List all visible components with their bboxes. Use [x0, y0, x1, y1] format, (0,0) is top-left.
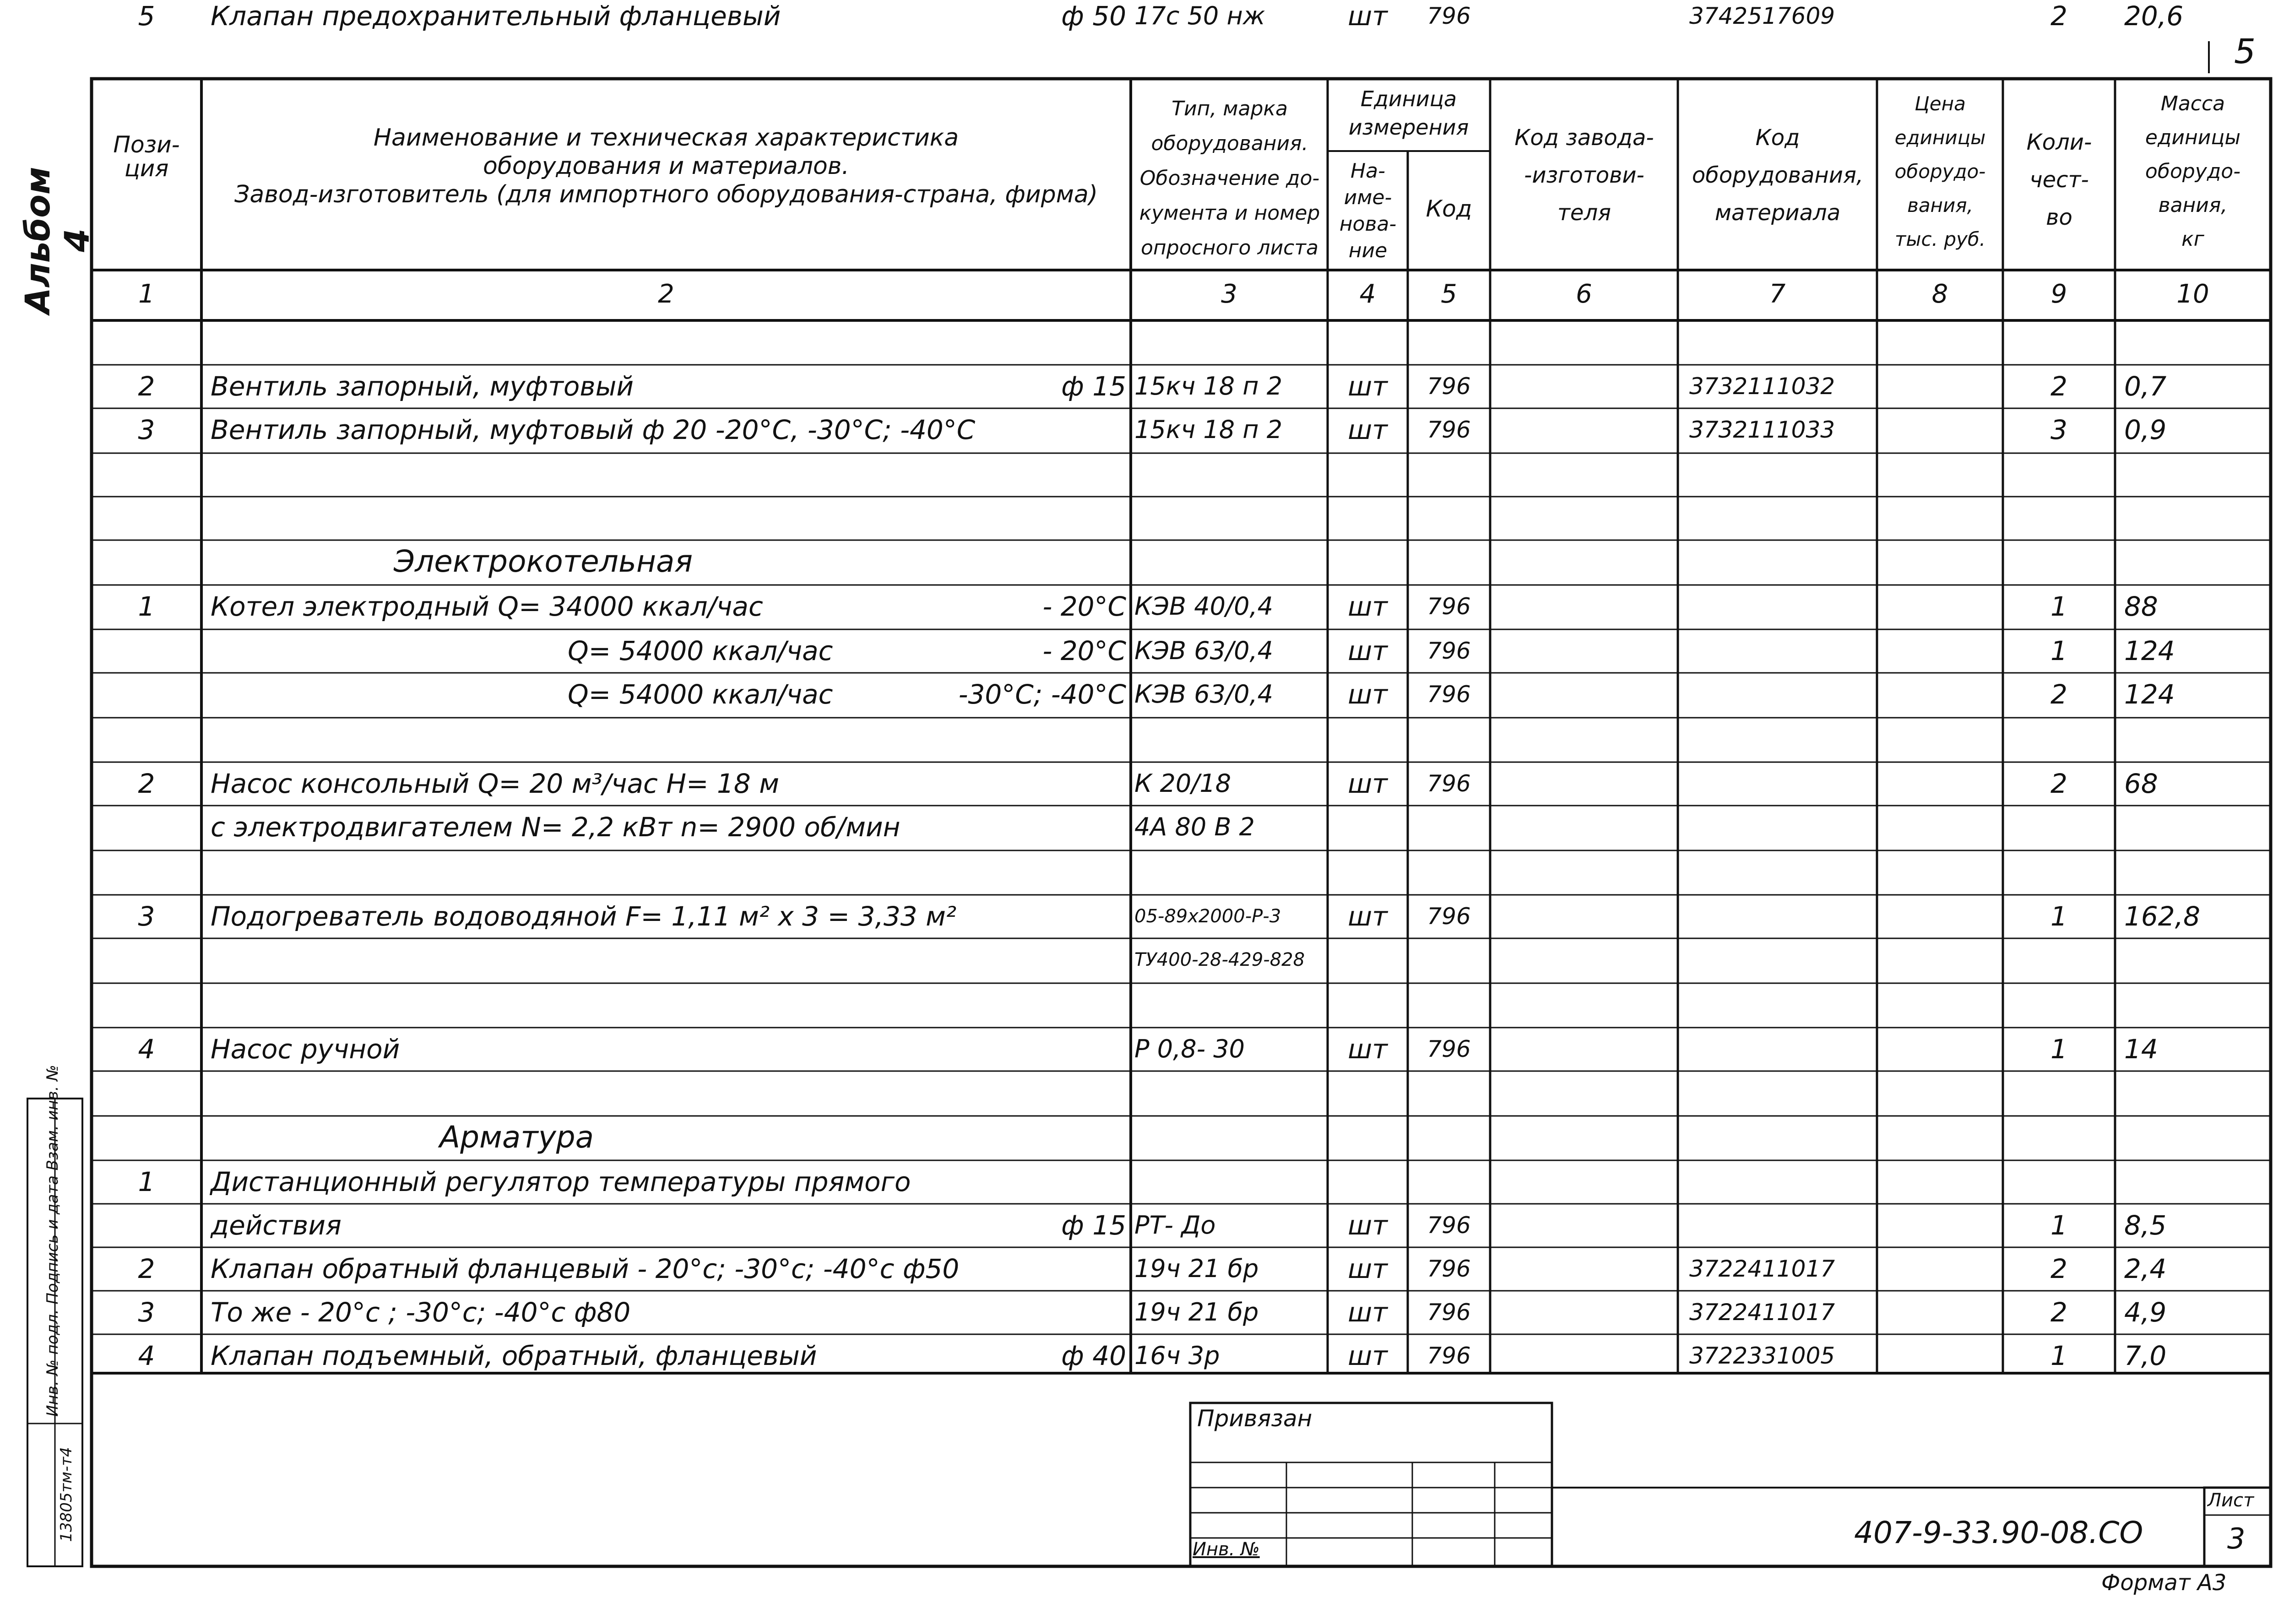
- row-type: К 20/18: [1134, 769, 1231, 798]
- row-equip-code: 3732111033: [1689, 417, 1835, 443]
- row-position: 3: [138, 1297, 155, 1328]
- inv-label: Инв. №: [1193, 1539, 1260, 1560]
- album-label: Альбом 4: [18, 167, 97, 314]
- row-type: 19ч 21 бр: [1134, 1298, 1259, 1326]
- row-unit-code: 796: [1427, 638, 1471, 664]
- row-mass: 14: [2124, 1034, 2158, 1065]
- row-unit: шт: [1348, 0, 1388, 32]
- row-mass: 124: [2124, 635, 2175, 666]
- row-equip-code: 3722331005: [1689, 1343, 1835, 1369]
- row-unit-code: 796: [1427, 1343, 1471, 1369]
- col-num-6: 6: [1576, 279, 1592, 309]
- row-equip-code: 3742517609: [1689, 3, 1835, 29]
- col-num-2: 2: [658, 279, 674, 309]
- row-unit-code: 796: [1427, 3, 1471, 29]
- row-qty: 2: [2050, 1297, 2067, 1328]
- header-unit-group: Единица измерения: [1348, 87, 1469, 140]
- row-name-extra: ф 40: [1061, 1340, 1126, 1371]
- col-num-4: 4: [1359, 279, 1376, 309]
- row-mass: 162,8: [2124, 901, 2201, 932]
- row-name-extra: ф 15: [1061, 371, 1126, 402]
- side-stamp: Инв. № подл. Подпись и дата Взам. инв. №: [43, 1065, 62, 1417]
- sheet-number: 3: [2227, 1522, 2246, 1555]
- section-title: Арматура: [439, 1120, 594, 1155]
- row-mass: 68: [2124, 768, 2158, 799]
- col-num-5: 5: [1441, 279, 1457, 309]
- header-maker: Код завода- -изготови- теля: [1514, 125, 1654, 226]
- row-type: КЭВ 40/0,4: [1134, 592, 1274, 621]
- row-type: 16ч 3р: [1134, 1341, 1220, 1370]
- row-type: 19ч 21 бр: [1134, 1254, 1259, 1283]
- row-equip-code: 3732111032: [1689, 373, 1835, 400]
- col-num-9: 9: [2050, 279, 2067, 309]
- row-position: 3: [138, 901, 155, 932]
- row-equip-code: 3722411017: [1689, 1256, 1835, 1282]
- row-qty: 2: [2050, 0, 2067, 32]
- row-qty: 2: [2050, 1253, 2067, 1284]
- row-unit-code: 796: [1427, 593, 1471, 620]
- row-name-extra: - 20°С: [1042, 635, 1126, 666]
- row-qty: 1: [2050, 591, 2067, 622]
- row-name: Насос ручной: [211, 1034, 400, 1065]
- row-name-extra: -30°С; -40°С: [958, 679, 1126, 710]
- row-unit-code: 796: [1427, 417, 1471, 443]
- row-name: Дистанционный регулятор температуры прямого: [211, 1166, 911, 1197]
- row-mass: 4,9: [2124, 1297, 2167, 1328]
- row-unit-code: 796: [1427, 373, 1471, 400]
- col-num-3: 3: [1221, 279, 1237, 309]
- col-num-10: 10: [2176, 279, 2209, 309]
- row-unit: шт: [1348, 414, 1388, 445]
- row-type: КЭВ 63/0,4: [1134, 680, 1274, 709]
- row-position: 4: [138, 1340, 155, 1371]
- row-name: Клапан обратный фланцевый - 20°с; -30°с; -40°с ф50: [211, 1253, 960, 1284]
- row-position: 2: [138, 768, 155, 799]
- row-name: Вентиль запорный, муфтовый ф 20 -20°С, -30°С; -40°С: [211, 414, 976, 445]
- row-unit-code: 796: [1427, 1036, 1471, 1062]
- row-unit: шт: [1348, 768, 1388, 799]
- col-num-7: 7: [1769, 279, 1786, 309]
- col-num-8: 8: [1931, 279, 1948, 309]
- row-type: 4А 80 В 2: [1134, 812, 1255, 841]
- row-qty: 1: [2050, 901, 2067, 932]
- row-name-extra: - 20°С: [1042, 591, 1126, 622]
- row-name: Вентиль запорный, муфтовый: [211, 371, 634, 402]
- document-code: 407-9-33.90-08.СО: [1854, 1515, 2143, 1550]
- row-unit: шт: [1348, 1210, 1388, 1241]
- row-type: КЭВ 63/0,4: [1134, 636, 1274, 665]
- row-name: Клапан предохранительный фланцевый: [211, 0, 781, 32]
- header-position: Пози- ция: [113, 131, 180, 182]
- row-name: То же - 20°с ; -30°с; -40°с ф80: [211, 1297, 631, 1328]
- row-name: Подогреватель водоводяной F= 1,11 м² х 3 = 3,33 м²: [211, 901, 957, 932]
- page-number: 5: [2234, 32, 2256, 71]
- row-type: Р 0,8- 30: [1134, 1034, 1245, 1063]
- row-unit-code: 796: [1427, 770, 1471, 797]
- row-mass: 0,9: [2124, 414, 2167, 445]
- header-qty: Коли- чест- во: [2026, 130, 2092, 230]
- header-price: Цена единицы оборудо- вания, тыс. руб.: [1894, 92, 1986, 250]
- row-type: 05-89х2000-Р-3: [1134, 906, 1281, 927]
- row-mass: 7,0: [2124, 1340, 2167, 1371]
- header-type: Тип, марка оборудования. Обозначение до- кумента и номер опросного листа: [1139, 97, 1320, 260]
- row-unit-code: 796: [1427, 1299, 1471, 1326]
- row-qty: 2: [2050, 371, 2067, 402]
- header-unit-code: Код: [1426, 195, 1472, 222]
- row-name-extra: ф 15: [1061, 1210, 1126, 1241]
- row-mass: 0,7: [2124, 371, 2167, 402]
- row-mass: 8,5: [2124, 1210, 2167, 1241]
- sheet-label: Лист: [2208, 1490, 2254, 1511]
- row-name: Q= 54000 ккал/час: [568, 679, 833, 710]
- row-position: 4: [138, 1034, 155, 1065]
- row-type: 15кч 18 п 2: [1134, 415, 1283, 444]
- row-unit-code: 796: [1427, 903, 1471, 930]
- row-unit: шт: [1348, 1253, 1388, 1284]
- row-type: 15кч 18 п 2: [1134, 372, 1283, 401]
- section-title: Электрокотельная: [394, 544, 693, 579]
- row-unit: шт: [1348, 679, 1388, 710]
- row-unit: шт: [1348, 1340, 1388, 1371]
- row-qty: 2: [2050, 768, 2067, 799]
- header-equip-code: Код оборудования, материала: [1692, 125, 1864, 226]
- row-position: 2: [138, 1253, 155, 1284]
- row-unit: шт: [1348, 901, 1388, 932]
- row-equip-code: 3722411017: [1689, 1299, 1835, 1326]
- row-qty: 1: [2050, 635, 2067, 666]
- row-qty: 2: [2050, 679, 2067, 710]
- col-num-1: 1: [138, 279, 155, 309]
- row-position: 5: [138, 0, 155, 32]
- row-mass: 20,6: [2124, 0, 2184, 32]
- row-unit: шт: [1348, 1297, 1388, 1328]
- row-type: 17с 50 нж: [1134, 1, 1265, 30]
- row-type: РТ- До: [1134, 1211, 1216, 1240]
- row-name: Клапан подъемный, обратный, фланцевый: [211, 1340, 817, 1371]
- row-position: 1: [138, 591, 155, 622]
- row-name-extra: ф 50: [1061, 0, 1126, 32]
- row-unit: шт: [1348, 591, 1388, 622]
- row-position: 3: [138, 414, 155, 445]
- row-qty: 1: [2050, 1034, 2067, 1065]
- row-mass: 88: [2124, 591, 2158, 622]
- row-mass: 124: [2124, 679, 2175, 710]
- side-stamp-number: 13805тм-т4: [57, 1447, 76, 1542]
- row-position: 1: [138, 1166, 155, 1197]
- row-name: Котел электродный Q= 34000 ккал/час: [211, 591, 763, 622]
- format-label: Формат А3: [2101, 1570, 2227, 1596]
- row-position: 2: [138, 371, 155, 402]
- row-unit-code: 796: [1427, 1256, 1471, 1282]
- header-mass: Масса единицы оборудо- вания, кг: [2145, 92, 2241, 251]
- row-qty: 1: [2050, 1210, 2067, 1241]
- row-name: действия: [211, 1210, 342, 1241]
- row-qty: 3: [2050, 414, 2067, 445]
- row-unit: шт: [1348, 371, 1388, 402]
- header-unit-name: На- име- нова- ние: [1339, 159, 1397, 262]
- row-unit-code: 796: [1427, 681, 1471, 708]
- row-unit: шт: [1348, 635, 1388, 666]
- row-unit-code: 796: [1427, 1212, 1471, 1239]
- row-unit: шт: [1348, 1034, 1388, 1065]
- header-name: Наименование и техническая характеристика оборудования и материалов. Завод-изготовитель (для импортного оборудования-страна, фирма): [234, 124, 1098, 208]
- row-mass: 2,4: [2124, 1253, 2167, 1284]
- row-name: Насос консольный Q= 20 м³/час Н= 18 м: [211, 768, 780, 799]
- row-name: Q= 54000 ккал/час: [568, 635, 833, 666]
- row-type: ТУ400-28-429-828: [1134, 949, 1305, 970]
- row-qty: 1: [2050, 1340, 2067, 1371]
- bound-label: Привязан: [1197, 1405, 1313, 1432]
- row-name: с электродвигателем N= 2,2 кВт n= 2900 об/мин: [211, 812, 900, 843]
